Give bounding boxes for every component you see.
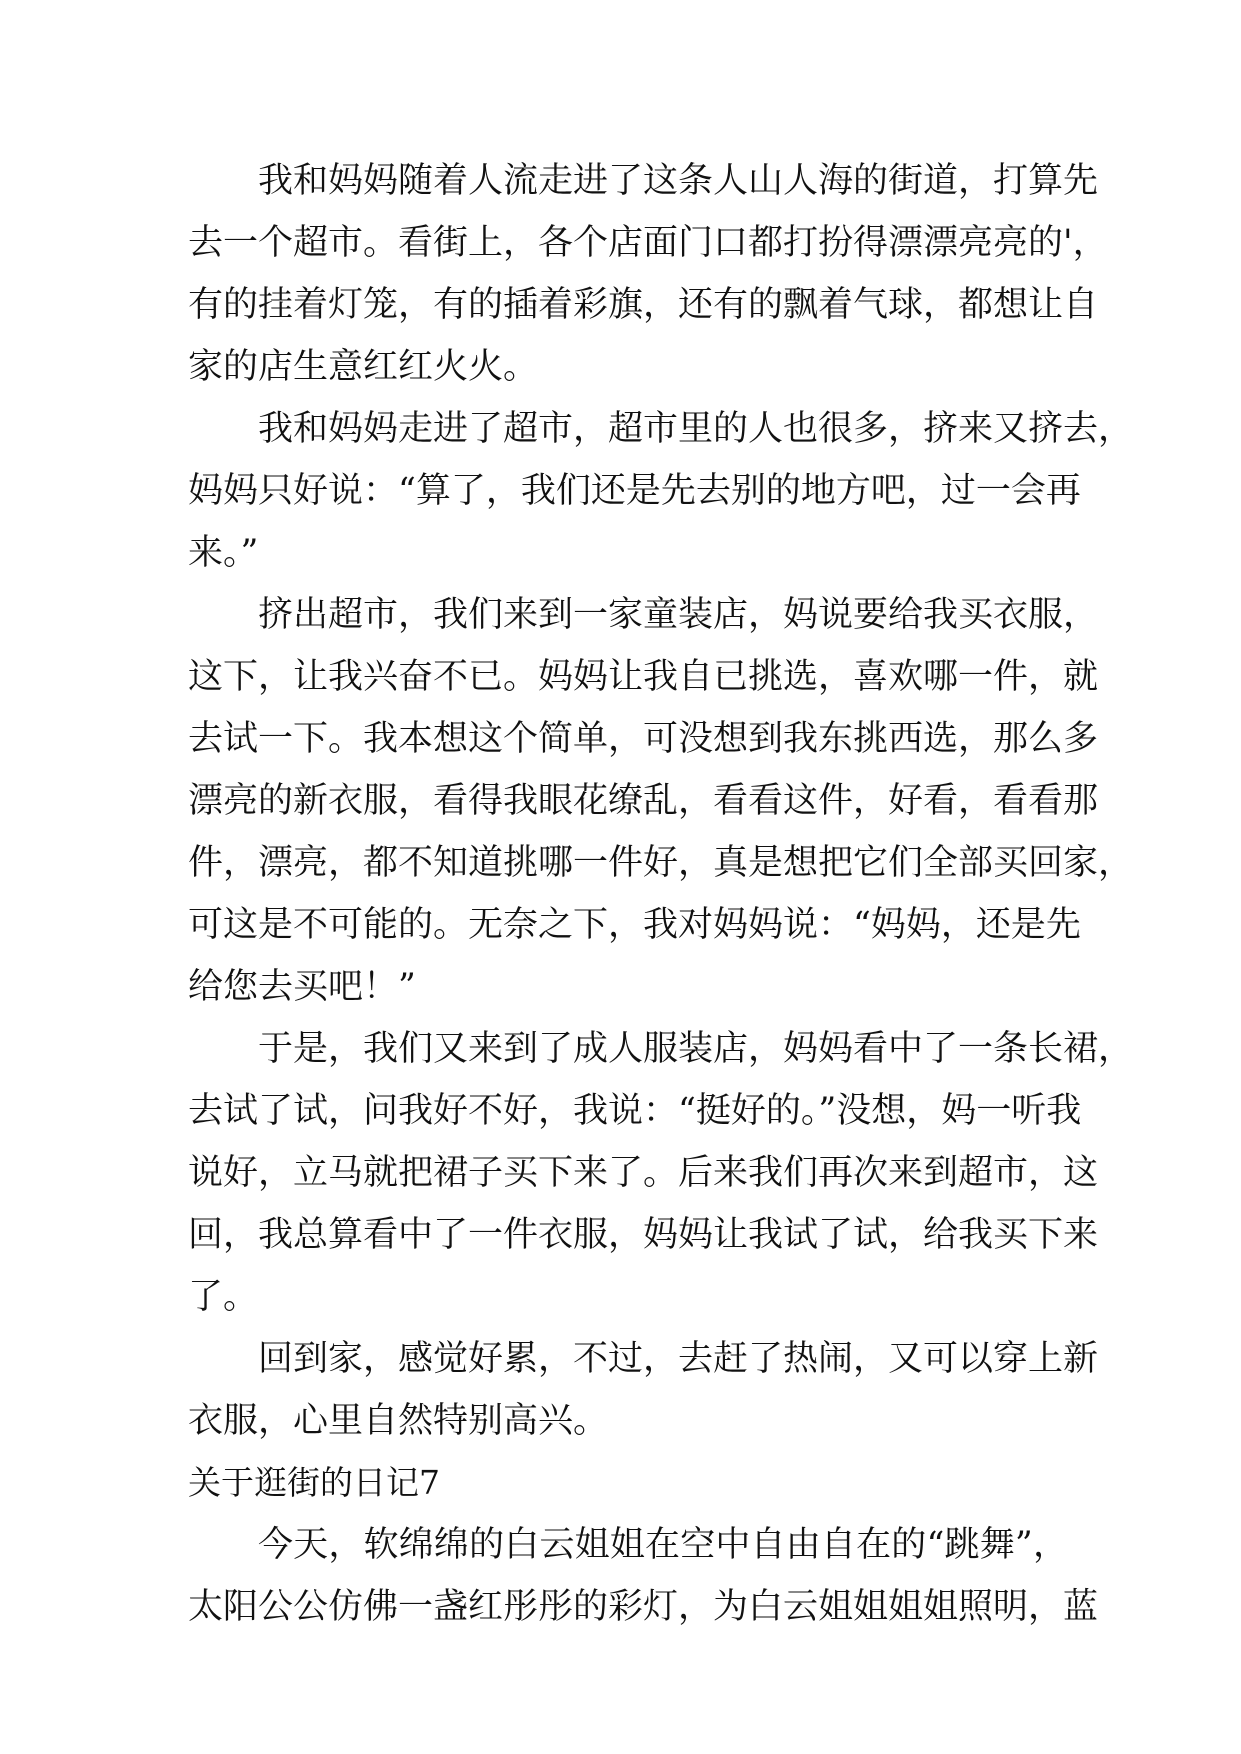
paragraph [188,1514,1099,1638]
text-line: 说好，立马就把裙子买下来了。后来我们再次来到超市，这 [188,1153,1099,1193]
text-line: 衣服，心里自然特别高兴。 [188,1401,609,1441]
paragraph [188,398,1134,584]
text-line: 了。 [188,1277,259,1317]
text-line: 去一个超市。看街上，各个店面门口都打扮得漂漂亮亮的'， [188,223,1108,263]
paragraph [188,584,1134,1018]
text-line: 去试了试，问我好不好，我说：“挺好的。”没想，妈一听我 [188,1091,1082,1131]
text-line: 漂亮的新衣服，看得我眼花缭乱，看看这件，好看，看看那 [188,781,1099,821]
section-heading: 关于逛街的日记7 [188,1463,440,1502]
text-line: 回到家，感觉好累，不过，去赶了热闹，又可以穿上新 [258,1339,1099,1379]
text-line: 回，我总算看中了一件衣服，妈妈让我试了试，给我买下来 [188,1215,1099,1255]
text-line: 来。” [188,533,259,573]
text-line: 挤出超市，我们来到一家童装店，妈说要给我买衣服， [258,595,1099,635]
text-line: 今天，软绵绵的白云姐姐在空中自由自在的“跳舞”， [258,1525,1068,1565]
text-line: 有的挂着灯笼，有的插着彩旗，还有的飘着气球，都想让自 [188,285,1099,325]
text-line: 我和妈妈随着人流走进了这条人山人海的街道，打算先 [258,161,1099,201]
text-line: 件，漂亮，都不知道挑哪一件好，真是想把它们全部买回家， [188,843,1134,883]
text-line: 于是，我们又来到了成人服装店，妈妈看中了一条长裙， [258,1029,1134,1069]
paragraph [188,1018,1134,1328]
text-line: 去试一下。我本想这个简单，可没想到我东挑西选，那么多 [188,719,1099,759]
paragraph [188,1328,1099,1452]
document-page [188,150,1134,1638]
text-line: 妈妈只好说：“算了，我们还是先去别的地方吧，过一会再 [188,471,1081,511]
text-line: 给您去买吧！” [188,967,416,1007]
text-line: 可这是不可能的。无奈之下，我对妈妈说：“妈妈，还是先 [188,905,1081,945]
text-line: 家的店生意红红火火。 [188,347,539,387]
text-line: 太阳公公仿佛一盏红彤彤的彩灯，为白云姐姐姐姐照明，蓝 [188,1587,1099,1627]
paragraph [188,150,1108,398]
text-line: 这下，让我兴奋不已。妈妈让我自已挑选，喜欢哪一件，就 [188,657,1099,697]
text-line: 我和妈妈走进了超市，超市里的人也很多，挤来又挤去， [258,409,1134,449]
